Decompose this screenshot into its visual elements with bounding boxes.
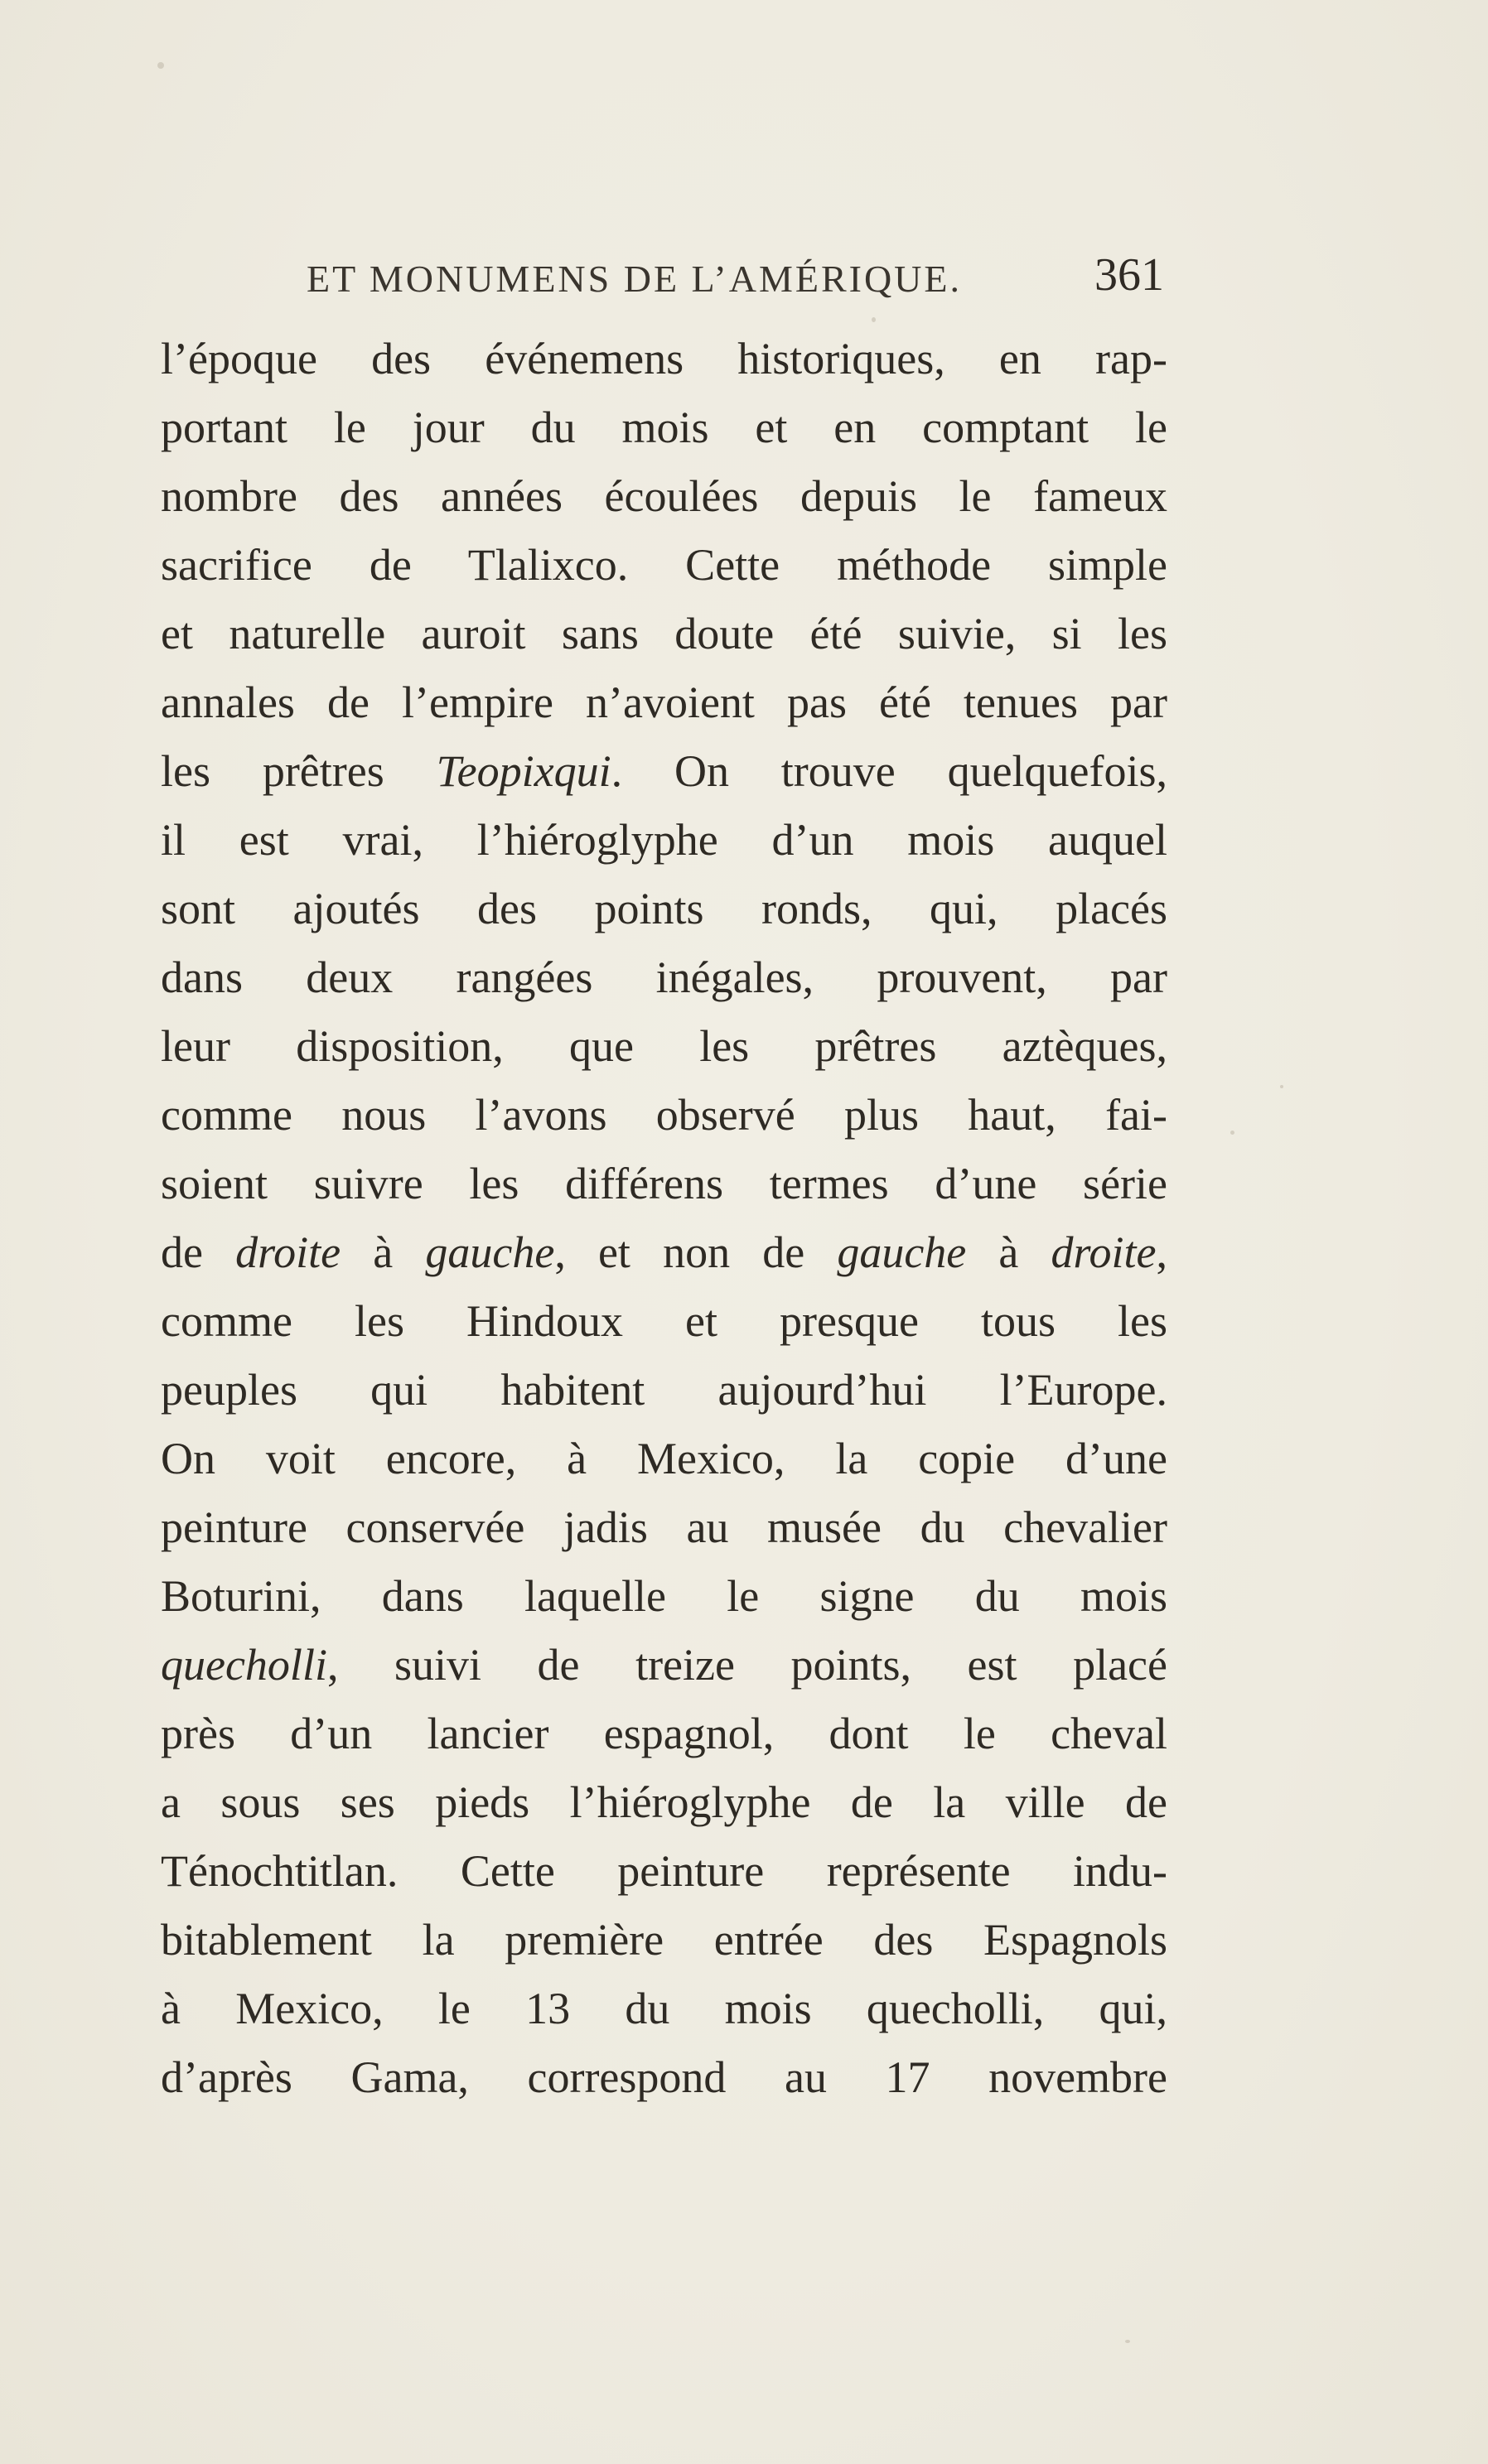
paper-speck bbox=[1230, 1131, 1234, 1135]
text-segment: nombre des années écoulées depuis le fameux bbox=[161, 471, 1167, 521]
italic-text-segment: Teopixqui bbox=[436, 746, 611, 796]
text-line bbox=[161, 668, 1167, 737]
text-segment: , suivi de treize points, est placé bbox=[326, 1640, 1167, 1690]
text-segment: , bbox=[1156, 1227, 1167, 1277]
text-line bbox=[161, 1700, 1167, 1768]
text-segment: soient suivre les différens termes d’une série bbox=[161, 1159, 1167, 1208]
text-line bbox=[161, 943, 1167, 1012]
text-line bbox=[161, 1768, 1167, 1837]
paper-speck bbox=[157, 62, 164, 69]
text-segment: Ténochtitlan. Cette peinture représente indu- bbox=[161, 1846, 1167, 1896]
text-line bbox=[161, 2043, 1167, 2112]
italic-text-segment: quecholli bbox=[161, 1640, 327, 1690]
text-segment: et naturelle auroit sans doute été suivie, si les bbox=[161, 609, 1167, 658]
text-segment: à bbox=[341, 1227, 426, 1277]
text-line bbox=[161, 1356, 1167, 1425]
text-line bbox=[161, 462, 1167, 531]
text-segment: d’après Gama, correspond au 17 novembre bbox=[161, 2052, 1167, 2102]
text-segment: . On trouve quelquefois, bbox=[611, 746, 1167, 796]
text-line bbox=[161, 1562, 1167, 1631]
text-segment: sont ajoutés des points ronds, qui, placés bbox=[161, 884, 1167, 933]
text-segment: peuples qui habitent aujourd’hui l’Europe. bbox=[161, 1365, 1167, 1415]
text-line bbox=[161, 325, 1167, 393]
text-line bbox=[161, 1493, 1167, 1562]
text-segment: a sous ses pieds l’hiéroglyphe de la ville de bbox=[161, 1777, 1167, 1827]
text-segment: à bbox=[966, 1227, 1051, 1277]
paper-speck bbox=[1125, 2340, 1130, 2343]
text-segment: les prêtres bbox=[161, 746, 437, 796]
italic-text-segment: droite bbox=[235, 1227, 341, 1277]
text-segment: comme nous l’avons observé plus haut, fai- bbox=[161, 1090, 1167, 1140]
text-segment: annales de l’empire n’avoient pas été tenues par bbox=[161, 677, 1167, 727]
text-segment: l’époque des événemens historiques, en rap- bbox=[161, 334, 1167, 383]
body-text bbox=[161, 325, 1167, 2112]
text-segment: il est vrai, l’hiéroglyphe d’un mois auquel bbox=[161, 815, 1167, 865]
text-line bbox=[161, 1012, 1167, 1081]
text-line bbox=[161, 1837, 1167, 1906]
paper-speck bbox=[872, 317, 876, 322]
italic-text-segment: gauche bbox=[837, 1227, 967, 1277]
text-segment: Boturini, dans laquelle le signe du mois bbox=[161, 1571, 1167, 1621]
text-segment: , et non de bbox=[554, 1227, 838, 1277]
text-line bbox=[161, 737, 1167, 806]
text-segment: près d’un lancier espagnol, dont le cheval bbox=[161, 1709, 1167, 1758]
text-segment: dans deux rangées inégales, prouvent, par bbox=[161, 952, 1167, 1002]
text-segment: comme les Hindoux et presque tous les bbox=[161, 1296, 1167, 1346]
text-line bbox=[161, 1631, 1167, 1700]
text-line bbox=[161, 1425, 1167, 1493]
text-segment: de bbox=[161, 1227, 236, 1277]
text-segment: sacrifice de Tlalixco. Cette méthode simple bbox=[161, 540, 1167, 590]
text-line bbox=[161, 806, 1167, 875]
text-line bbox=[161, 393, 1167, 462]
text-segment: bitablement la première entrée des Espagnols bbox=[161, 1915, 1167, 1965]
page-header bbox=[307, 248, 1185, 315]
text-line bbox=[161, 1218, 1167, 1287]
text-line bbox=[161, 531, 1167, 600]
text-segment: peinture conservée jadis au musée du chevalier bbox=[161, 1502, 1167, 1552]
page-number: 361 bbox=[1094, 249, 1164, 301]
text-line bbox=[161, 600, 1167, 668]
text-segment: portant le jour du mois et en comptant le bbox=[161, 403, 1167, 452]
text-line bbox=[161, 1906, 1167, 1975]
italic-text-segment: droite bbox=[1051, 1227, 1157, 1277]
paper-speck bbox=[1280, 1085, 1283, 1088]
text-line bbox=[161, 1081, 1167, 1150]
running-head: ET MONUMENS DE L’AMÉRIQUE. bbox=[307, 258, 962, 300]
text-line bbox=[161, 1150, 1167, 1218]
italic-text-segment: gauche bbox=[425, 1227, 555, 1277]
text-segment: On voit encore, à Mexico, la copie d’une bbox=[161, 1434, 1167, 1483]
text-segment: à Mexico, le 13 du mois quecholli, qui, bbox=[161, 1984, 1167, 2033]
text-line bbox=[161, 1975, 1167, 2043]
text-line bbox=[161, 1287, 1167, 1356]
text-segment: leur disposition, que les prêtres aztèques, bbox=[161, 1021, 1167, 1071]
text-line bbox=[161, 875, 1167, 943]
